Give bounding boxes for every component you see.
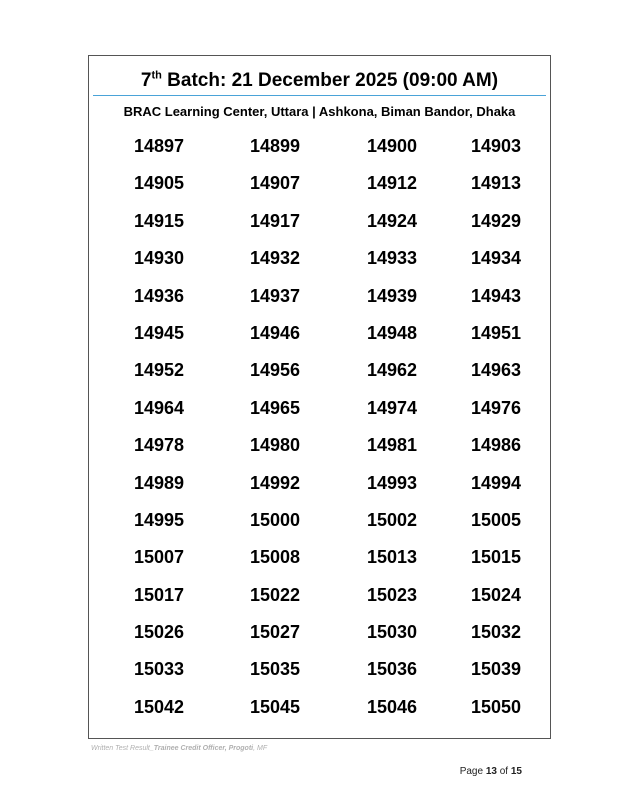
roll-number: 14994 <box>471 472 522 493</box>
roll-row <box>89 581 550 618</box>
roll-number-grid <box>89 132 550 730</box>
roll-number: 14952 <box>134 360 185 381</box>
roll-number: 14964 <box>134 397 185 418</box>
roll-number: 14965 <box>250 397 301 418</box>
roll-row <box>89 506 550 543</box>
roll-row <box>89 655 550 692</box>
roll-number: 14936 <box>134 285 185 306</box>
venue-label: BRAC Learning Center, Uttara | Ashkona, Biman Bandor, Dhaka <box>123 104 516 119</box>
roll-number: 14963 <box>471 360 522 381</box>
roll-number: 15036 <box>367 659 418 680</box>
roll-number: 14951 <box>471 322 522 343</box>
roll-number: 15045 <box>250 696 301 717</box>
roll-row <box>89 207 550 244</box>
roll-number: 14946 <box>250 322 301 343</box>
roll-row <box>89 469 550 506</box>
roll-row <box>89 693 550 730</box>
roll-number: 14932 <box>250 248 301 269</box>
roll-number: 14905 <box>134 173 185 194</box>
roll-number: 14933 <box>367 248 418 269</box>
roll-row <box>89 282 550 319</box>
roll-number: 14995 <box>134 509 185 530</box>
roll-number: 15002 <box>367 509 418 530</box>
title-divider <box>93 95 546 96</box>
roll-number: 15039 <box>471 659 522 680</box>
roll-number: 14915 <box>134 210 185 231</box>
roll-number: 15008 <box>250 547 301 568</box>
page-of: of <box>496 766 511 777</box>
roll-number: 15030 <box>367 622 418 643</box>
roll-row <box>89 431 550 468</box>
roll-number: 15042 <box>134 696 185 717</box>
roll-number: 14956 <box>250 360 301 381</box>
footer-doc-position: Trainee Credit Officer, Progoti <box>153 745 254 752</box>
roll-row <box>89 618 550 655</box>
roll-number: 14980 <box>250 435 301 456</box>
roll-number: 14993 <box>367 472 418 493</box>
roll-row <box>89 169 550 206</box>
roll-number: 14899 <box>250 136 301 156</box>
roll-number: 15015 <box>471 547 522 568</box>
footer-doc-suffix: , MF <box>253 745 268 752</box>
roll-row <box>89 394 550 431</box>
roll-number: 15013 <box>367 547 418 568</box>
roll-number: 14907 <box>250 173 301 194</box>
roll-number: 15005 <box>471 509 522 530</box>
roll-number: 14945 <box>134 322 185 343</box>
roll-row <box>89 543 550 580</box>
roll-row <box>89 319 550 356</box>
roll-number: 15033 <box>134 659 185 680</box>
roll-number: 15007 <box>134 547 185 568</box>
page-current: 13 <box>485 766 497 777</box>
document-footer <box>91 745 267 752</box>
batch-title <box>89 70 550 92</box>
roll-number: 15032 <box>471 622 522 643</box>
roll-number: 14913 <box>471 173 522 194</box>
roll-number: 15046 <box>367 696 418 717</box>
roll-number: 14939 <box>367 285 418 306</box>
batch-ordinal-suffix: th <box>151 69 162 82</box>
roll-number: 14903 <box>471 136 522 156</box>
roll-number: 14948 <box>367 322 418 343</box>
result-frame <box>88 55 551 739</box>
roll-number: 15000 <box>250 509 301 530</box>
roll-number: 14986 <box>471 435 522 456</box>
roll-row <box>89 356 550 393</box>
roll-number: 14917 <box>250 210 301 231</box>
roll-number: 15024 <box>471 584 522 605</box>
roll-number: 14978 <box>134 435 185 456</box>
roll-number: 14974 <box>367 397 418 418</box>
roll-number: 15035 <box>250 659 301 680</box>
roll-number: 14962 <box>367 360 418 381</box>
roll-number: 14897 <box>134 136 185 156</box>
roll-number: 15017 <box>134 584 185 605</box>
page-total: 15 <box>510 766 522 777</box>
roll-number: 15026 <box>134 622 185 643</box>
roll-number: 14929 <box>471 210 522 231</box>
roll-number: 15023 <box>367 584 418 605</box>
roll-number: 15027 <box>250 622 301 643</box>
roll-number: 14924 <box>367 210 418 231</box>
batch-number: 7 <box>140 70 152 91</box>
footer-doc-prefix: Written Test Result_ <box>91 745 154 752</box>
roll-number: 14976 <box>471 397 522 418</box>
roll-number: 14992 <box>250 472 301 493</box>
roll-number: 14912 <box>367 173 418 194</box>
page-label: Page <box>459 766 486 777</box>
roll-number: 14900 <box>367 136 418 156</box>
roll-number: 15050 <box>471 696 522 717</box>
page-indicator <box>460 766 522 777</box>
roll-number: 14989 <box>134 472 185 493</box>
roll-number: 14981 <box>367 435 418 456</box>
batch-date-time: Batch: 21 December 2025 (09:00 AM) <box>161 70 499 91</box>
roll-number: 14943 <box>471 285 522 306</box>
roll-number: 14937 <box>250 285 301 306</box>
roll-row <box>89 132 550 169</box>
roll-row <box>89 244 550 281</box>
roll-number: 14934 <box>471 248 522 269</box>
roll-number: 14930 <box>134 248 185 269</box>
roll-number: 15022 <box>250 584 301 605</box>
